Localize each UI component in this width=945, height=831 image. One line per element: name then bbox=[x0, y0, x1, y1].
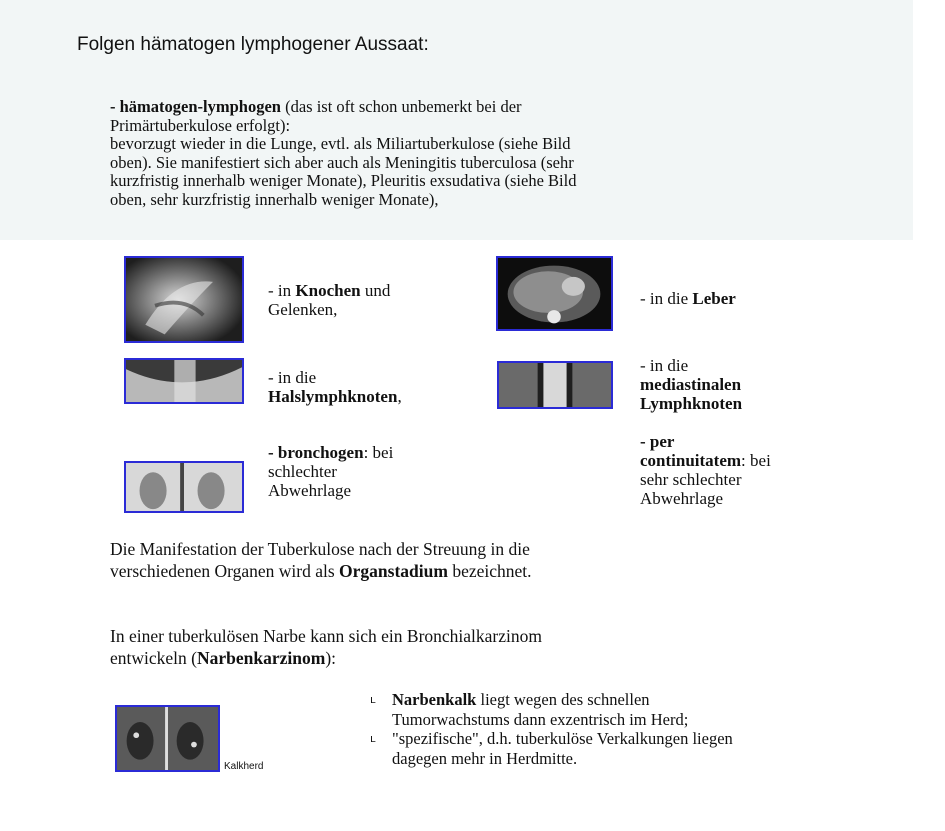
intro-line1: (das ist oft schon unbemerkt bei der bbox=[280, 97, 522, 116]
caption-mediastinal: - in die mediastinalen Lymphknoten bbox=[640, 356, 743, 413]
intro-line6: oben, sehr kurzfristig innerhalb weniger Monate), bbox=[110, 189, 439, 209]
intro-line4: oben). Sie manifestiert sich aber auch als Meningitis tuberculosa (sehr bbox=[110, 152, 574, 172]
paragraph-narbenkarzinom: In einer tuberkulösen Narbe kann sich ein Bronchialkarzinom entwickeln (Narbenkarzinom): bbox=[110, 626, 543, 668]
caption-leber: - in die Leber bbox=[640, 289, 736, 308]
bullet-item: ʟ "spezifische", d.h. tuberkulöse Verkalkungen liegen dagegen mehr in Herdmitte. bbox=[370, 729, 733, 768]
caption-bronchogen: - bronchogen: bei schlechter Abwehrlage bbox=[268, 443, 394, 500]
kalkherd-label: Kalkherd bbox=[224, 761, 264, 772]
mediastinal-xray-image bbox=[497, 361, 613, 409]
caption-knochen: - in Knochen und Gelenken, bbox=[268, 281, 391, 319]
paragraph-organstadium: Die Manifestation der Tuberkulose nach der Streuung in die verschiedenen Organen wird als Organstadium bezeichnet. bbox=[110, 539, 532, 581]
bronchogen-xray-image bbox=[124, 461, 244, 513]
bullet-list bbox=[370, 690, 850, 768]
intro-line3: bevorzugt wieder in die Lunge, evtl. als Miliartuberkulose (siehe Bild bbox=[110, 134, 571, 153]
slide-title: Folgen hämatogen lymphogener Aussaat: bbox=[77, 34, 429, 55]
bullet-item: ʟ Narbenkalk liegt wegen des schnellen Tumorwachstums dann exzentrisch im Herd; bbox=[370, 690, 689, 729]
bullet-marker: ʟ bbox=[370, 693, 376, 706]
liver-ct-image bbox=[496, 256, 613, 331]
bullet-marker: ʟ bbox=[370, 732, 376, 745]
intro-bold: - hämatogen-lymphogen bbox=[110, 97, 281, 116]
intro-line2: Primärtuberkulose erfolgt): bbox=[110, 115, 291, 135]
kalkherd-xray-image bbox=[115, 705, 220, 772]
intro-text bbox=[110, 98, 830, 209]
intro-line5: kurzfristig innerhalb weniger Monate), Pleuritis exsudativa (siehe Bild bbox=[110, 171, 577, 190]
caption-continuitatem: - per continuitatem: bei sehr schlechter Abwehrlage bbox=[640, 432, 771, 508]
bone-xray-image bbox=[124, 256, 244, 343]
caption-hals: - in die Halslymphknoten, bbox=[268, 368, 402, 406]
neck-lymph-image bbox=[124, 358, 244, 404]
